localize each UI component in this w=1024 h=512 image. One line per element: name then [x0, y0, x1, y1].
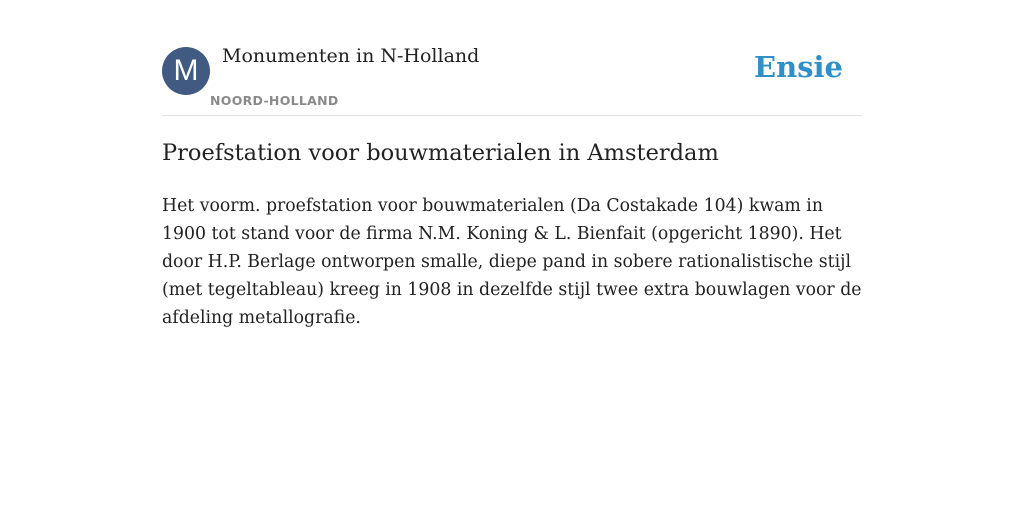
- source-header: [162, 0, 862, 116]
- article-title: Proefstation voor bouwmaterialen in Amsterdam: [162, 140, 719, 166]
- page-container: [162, 0, 862, 328]
- avatar[interactable]: M: [162, 47, 210, 95]
- article-body: Het voorm. proefstation voor bouwmaterialen (Da Costakade 104) kwam in 1900 tot stand voor de firma N.M. Koning & L. Bienfait (opgericht 1890). Het door H.P. Berlage ontworpen smalle, diepe pand in sobere rationalistische stijl (met tegeltableau) kreeg in 1908 in dezelfde stijl twee extra bouwlagen voor de afdeling metallografie.: [162, 196, 862, 328]
- brand-logo[interactable]: Ensie: [754, 50, 843, 84]
- source-title[interactable]: Monumenten in N-Holland: [222, 45, 480, 67]
- region-label: NOORD-HOLLAND: [210, 93, 339, 108]
